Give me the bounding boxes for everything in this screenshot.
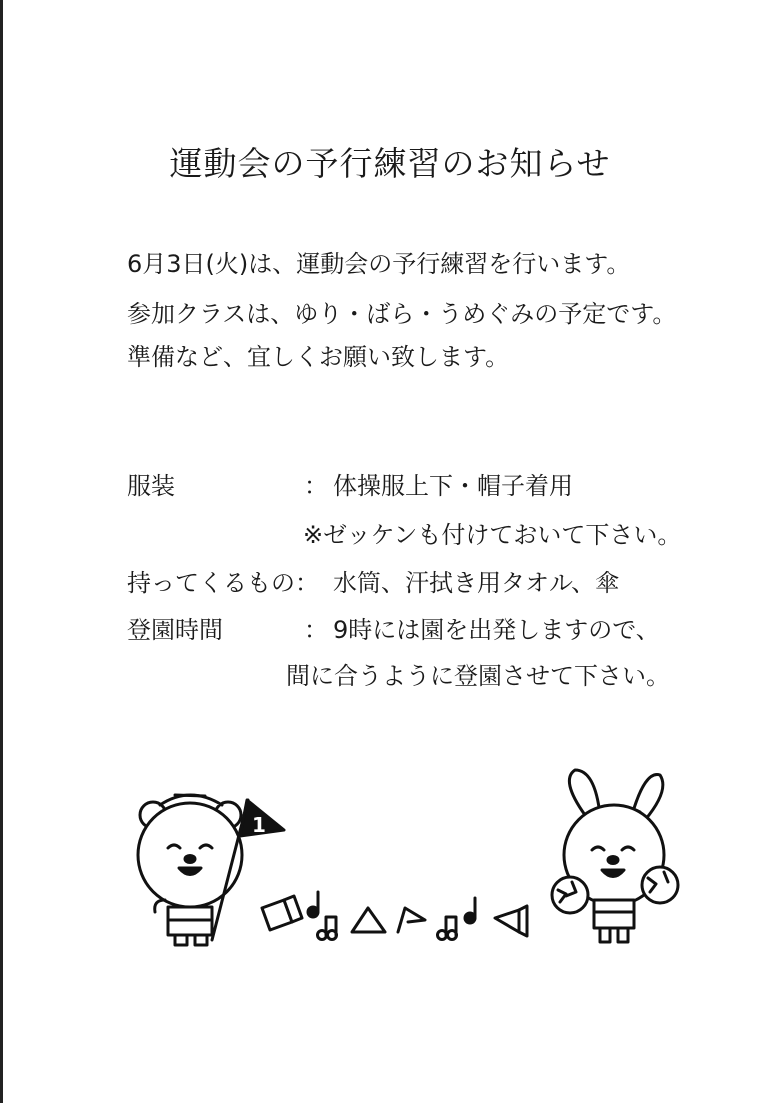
- clothing-note: ※ゼッケンも付けておいて下さい。: [303, 521, 682, 549]
- bear-flag-illustration: [138, 795, 284, 945]
- items-value: 水筒、汗拭き用タオル、傘: [333, 569, 620, 597]
- sports-day-illustration: [0, 760, 780, 960]
- flag-number: 1: [252, 813, 266, 837]
- clothing-value: 体操服上下・帽子着用: [333, 472, 573, 500]
- music-notes-icon: [262, 892, 527, 940]
- items-label: 持ってくるもの：: [127, 569, 319, 597]
- intro-line-2: 参加クラスは、ゆり・ばら・うめぐみの予定です。: [127, 300, 677, 328]
- arrival-value: 9時には園を出発しますので、: [333, 616, 660, 644]
- page-title: 運動会の予行練習のお知らせ: [169, 144, 611, 183]
- arrival-note: 間に合うように登園させて下さい。: [286, 662, 670, 690]
- intro-line-3: 準備など、宜しくお願い致します。: [127, 343, 510, 371]
- arrival-label: 登園時間: [127, 616, 223, 644]
- rabbit-cheer-illustration: [552, 770, 678, 942]
- clothing-colon: ：: [304, 472, 328, 500]
- clothing-label: 服装: [127, 472, 175, 500]
- arrival-colon: ：: [304, 616, 328, 644]
- intro-line-1: 6月3日(火)は、運動会の予行練習を行います。: [127, 250, 631, 278]
